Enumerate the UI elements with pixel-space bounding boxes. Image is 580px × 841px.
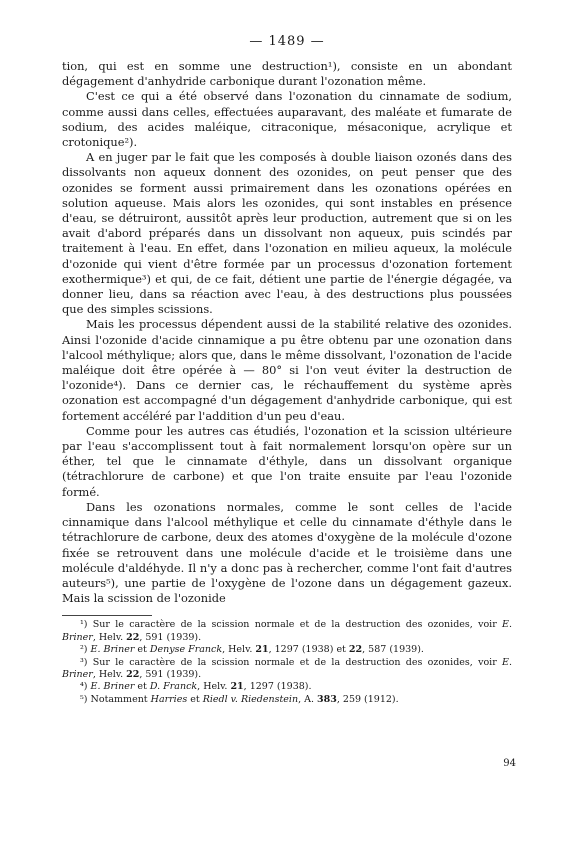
footnote-rule [62, 615, 152, 616]
body-text [62, 59, 512, 606]
footnote-2: ²) E. Briner et Denyse Franck, Helv. 21, 1297 (1938) et 22, 587 (1939). [80, 644, 424, 656]
paragraph-5: Comme pour les autres cas étudiés, l'ozonation et la scission ultérieure par l'eau s'accomplissent tout à fait normalement lorsqu'on opère sur un éther, tel que le cinnamate d'éthyle, dans un dissolvant organique (tétrachlorure de carbone) et que l'on traite ensuite par l'eau l'ozonide formé. [62, 423, 512, 499]
paragraph-1: tion, qui est en somme une destruction¹), consiste en un abondant dégagement d'anhydride carbonique durant l'ozonation même. [62, 59, 512, 89]
footnotes [62, 619, 512, 706]
paragraph-3: A en juger par le fait que les composés à double liaison ozonés dans des dissolvants non aqueux donnent des ozonides, on peut penser que des ozonides se forment aussi primairement dans les ozonations opérées en solution aqueuse. Mais alors les ozonides, qui sont instables en présence d'eau, se détruiront, aussitôt après leur production, autrement que si on les avait d'abord préparés dans un dissolvant non aqueux, puis scindés par traitement à l'eau. En effet, dans l'ozonation en milieu aqueux, la molécule d'ozonide qui vient d'être formée par un processus d'ozonation fortement exothermique³) et qui, de ce fait, détient une partie de l'énergie dégagée, va donner lieu, dans sa réaction avec l'eau, à des destructions plus poussées que des simples scissions. [62, 150, 512, 317]
page [62, 34, 512, 706]
paragraph-6: Dans les ozonations normales, comme le sont celles de l'acide cinnamique dans l'alcool méthylique et celle du cinnamate d'éthyle dans le tétrachlorure de carbone, deux des atomes d'oxygène de la molécule d'ozone fixée se retrouvent dans une molécule d'acide et le troisième dans une molécule d'aldéhyde. Il n'y a donc pas à rechercher, comme l'ont fait d'autres auteurs⁵), une partie de l'oxygène de l'ozone dans un dégagement gazeux. Mais la scission de l'ozonide [62, 499, 512, 606]
footnote-5: ⁵) Notamment Harries et Riedl v. Riedenstein, A. 383, 259 (1912). [80, 693, 399, 705]
paragraph-4: Mais les processus dépendent aussi de la stabilité relative des ozonides. Ainsi l'ozonide d'acide cinnamique a pu être obtenu par une ozonation dans l'alcool méthylique; alors que, dans le même dissolvant, l'ozonation de l'acide maléique doit être opérée à — 80° si l'on veut éviter la destruction de l'ozonide⁴). Dans ce dernier cas, le réchauffement du système après ozonation est accompagné d'un dégagement d'anhydride carbonique, qui est fortement accéléré par l'addition d'un peu d'eau. [62, 317, 512, 423]
paragraph-2: C'est ce qui a été observé dans l'ozonation du cinnamate de sodium, comme aussi dans celles, effectuées auparavant, des maléate et fumarate de sodium, des acides maléique, citraconique, mésaconique, acrylique et crotonique²). [62, 89, 512, 150]
page-number: 94 [503, 758, 516, 769]
page-header: — 1489 — [249, 34, 325, 49]
footnote-4: ⁴) E. Briner et D. Franck, Helv. 21, 1297 (1938). [80, 681, 312, 693]
footnote-1: ¹) Sur le caractère de la scission normale et de la destruction des ozonides, voir E. Briner, Helv. 22, 591 (1939). [62, 619, 512, 643]
footnote-3: ³) Sur le caractère de la scission normale et de la destruction des ozonides, voir E. Briner, Helv. 22, 591 (1939). [62, 656, 512, 680]
